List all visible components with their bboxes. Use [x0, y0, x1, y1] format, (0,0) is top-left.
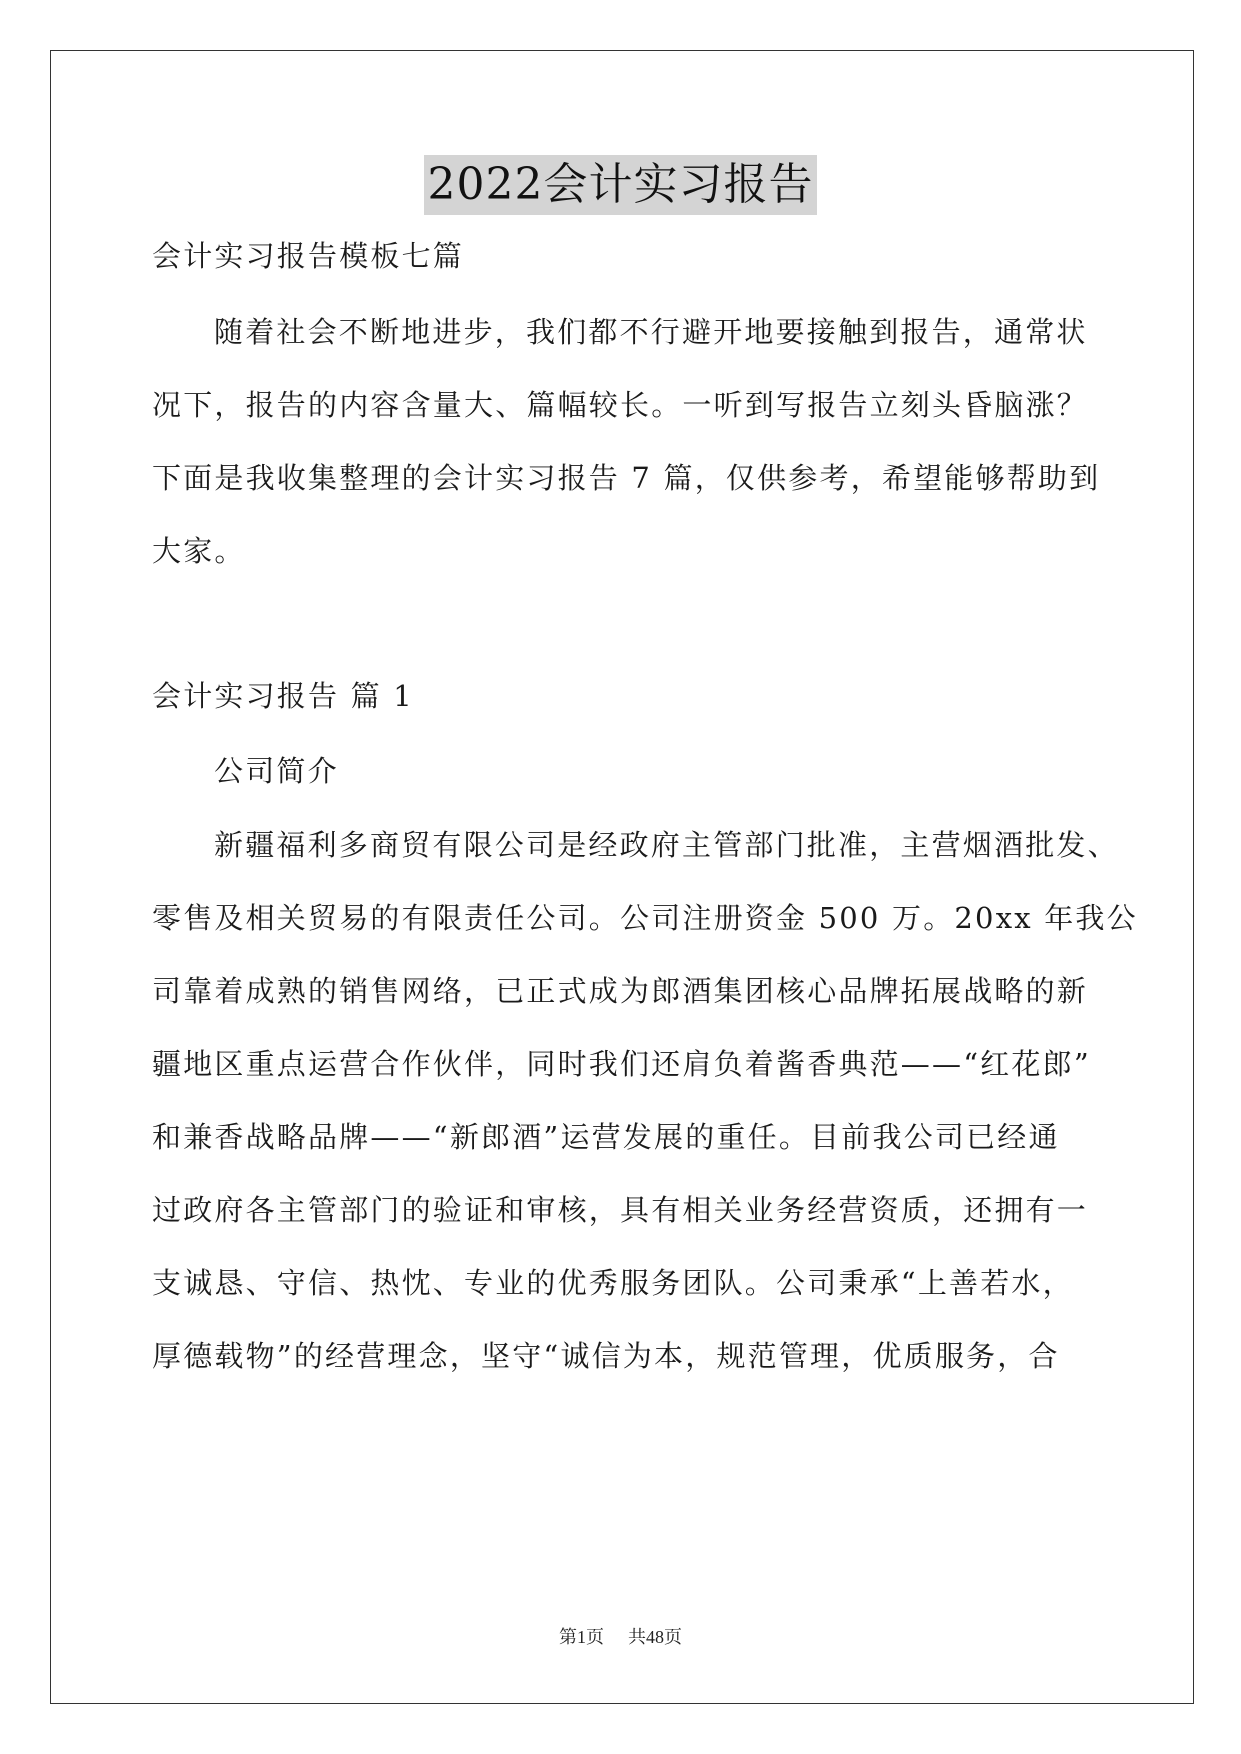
section-heading: 会计实习报告 篇 1: [152, 679, 414, 713]
body-line: 厚德载物”的经营理念，坚守“诚信为本，规范管理，优质服务，合: [152, 1339, 1060, 1373]
body-line: 疆地区重点运营合作伙伴，同时我们还肩负着酱香典范——“红花郎”: [152, 1047, 1091, 1081]
document-subtitle: 会计实习报告模板七篇: [152, 239, 465, 273]
intro-line: 大家。: [152, 534, 246, 568]
page-border: [50, 50, 1194, 1704]
body-line: 新疆福利多商贸有限公司是经政府主管部门批准，主营烟酒批发、: [214, 828, 1119, 862]
page-total: 共48页: [628, 1627, 682, 1647]
page-number: 第1页: [559, 1627, 604, 1647]
title-container: [0, 155, 1241, 215]
body-line: 司靠着成熟的销售网络，已正式成为郎酒集团核心品牌拓展战略的新: [152, 974, 1089, 1008]
body-line: 支诚恳、守信、热忱、专业的优秀服务团队。公司秉承“上善若水，: [152, 1266, 1074, 1300]
intro-line: 随着社会不断地进步，我们都不行避开地要接触到报告，通常状: [214, 315, 1088, 349]
page-footer: [0, 1625, 1241, 1649]
intro-line: 下面是我收集整理的会计实习报告 7 篇，仅供参考，希望能够帮助到: [152, 461, 1101, 495]
body-line: 零售及相关贸易的有限责任公司。公司注册资金 500 万。20xx 年我公: [152, 901, 1138, 935]
body-line: 和兼香战略品牌——“新郎酒”运营发展的重任。目前我公司已经通: [152, 1120, 1060, 1154]
document-title: 2022会计实习报告: [424, 155, 818, 215]
subsection-heading: 公司简介: [214, 754, 339, 788]
body-line: 过政府各主管部门的验证和审核，具有相关业务经营资质，还拥有一: [152, 1193, 1089, 1227]
intro-line: 况下，报告的内容含量大、篇幅较长。一听到写报告立刻头昏脑涨？: [152, 388, 1089, 422]
